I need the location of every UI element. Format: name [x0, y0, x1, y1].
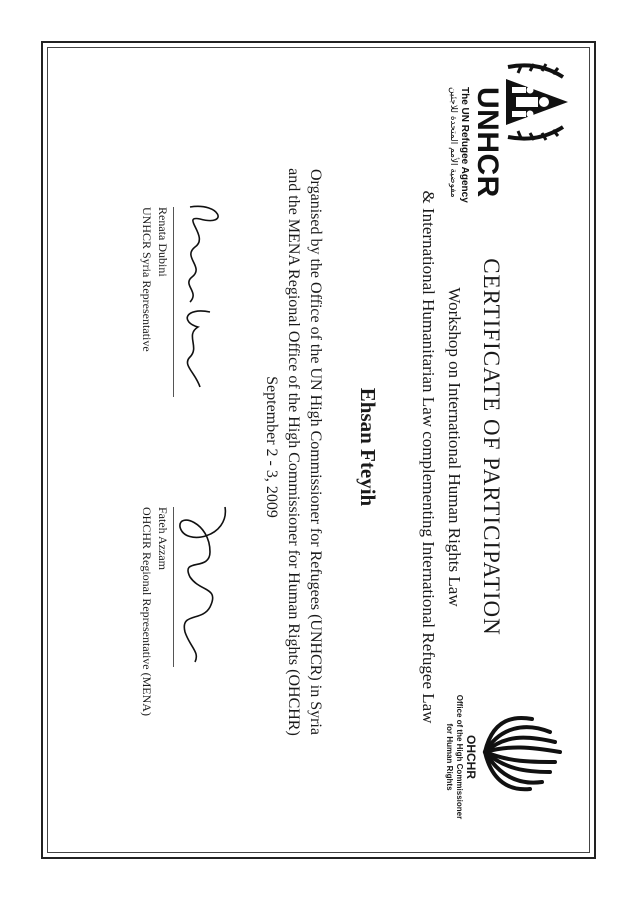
recipient-name: Ehsan Fteyih: [356, 387, 380, 507]
unhcr-tagline: The UN Refugee Agency: [459, 87, 470, 203]
ohchr-logo-icon: [475, 707, 570, 797]
unhcr-logo-icon: [498, 57, 578, 147]
signature-1: [170, 197, 240, 397]
event-date: September 2 - 3, 2009: [263, 376, 280, 518]
signatory-1-name: Renata Dubini: [156, 207, 170, 277]
signature-line-1: [173, 207, 174, 397]
organiser-line-1: Organised by the Office of the UN High Commissioner for Refugees (UNHCR) in Syria: [307, 169, 324, 735]
ohchr-tagline-2: for Human Rights: [445, 723, 454, 791]
signatory-2-title: OHCHR Regional Representative (MENA): [140, 507, 154, 716]
unhcr-arabic-tagline: مفوضية الأمم المتحدة للاجئين: [448, 87, 458, 198]
organiser-line-2: and the MENA Regional Office of the High Commissioner for Human Rights (OHCHR): [285, 168, 302, 736]
signature-line-2: [173, 507, 174, 667]
signatory-2-name: Fateh Azzam: [156, 507, 170, 570]
ohchr-wordmark: OHCHR: [464, 735, 478, 779]
signatory-1-title: UNHCR Syria Representative: [140, 207, 154, 352]
workshop-line-2: & International Humanitarian Law complementing International Refugee Law: [419, 190, 438, 724]
signature-2: [170, 497, 240, 667]
workshop-line-1: Workshop on International Human Rights Law: [445, 287, 464, 607]
certificate-title: CERTIFICATE OF PARTICIPATION: [479, 258, 504, 636]
ohchr-tagline-1: Office of the High Commissioner: [455, 694, 464, 820]
unhcr-wordmark: UNHCR: [471, 87, 504, 198]
certificate-content: [47, 47, 590, 853]
